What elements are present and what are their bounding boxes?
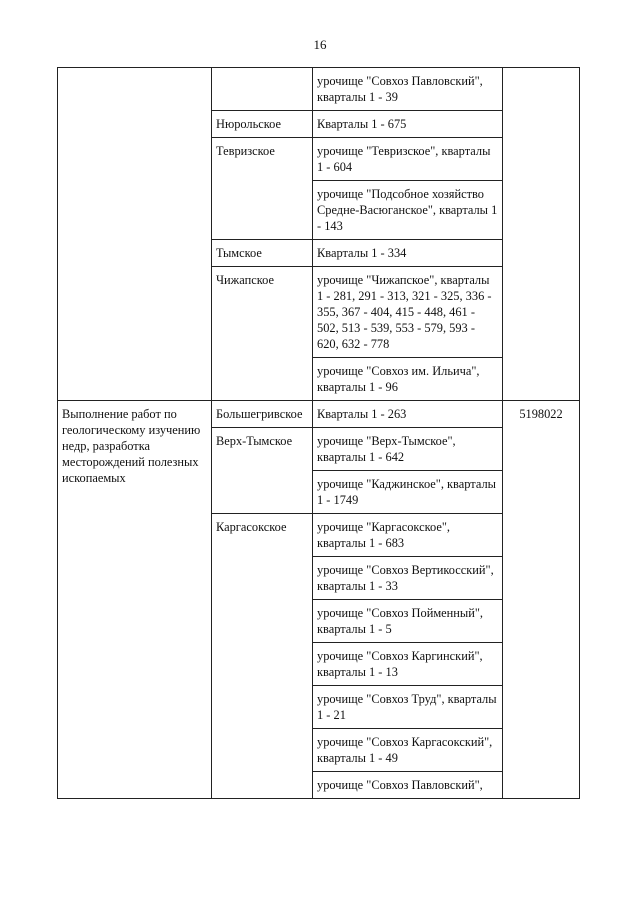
table-row	[58, 401, 580, 428]
tract-cell: урочище "Каджинское", кварталы 1 - 1749	[313, 471, 503, 514]
tract-cell: урочище "Совхоз Павловский",	[313, 772, 503, 799]
tract-cell: урочище "Совхоз Вертикосский", кварталы 1 - 33	[313, 557, 503, 600]
table-row	[58, 68, 580, 111]
tract-cell: урочище "Верх-Тымское", кварталы 1 - 642	[313, 428, 503, 471]
tract-cell: урочище "Чижапское", кварталы 1 - 281, 291 - 313, 321 - 325, 336 - 355, 367 - 404, 415 - 448, 461 - 502, 513 - 539, 553 - 579, 593 - 620, 632 - 778	[313, 267, 503, 358]
tract-cell: урочище "Тевризское", кварталы 1 - 604	[313, 138, 503, 181]
tract-cell: урочище "Совхоз Труд", кварталы 1 - 21	[313, 686, 503, 729]
tract-cell: урочище "Совхоз Павловский", кварталы 1 - 39	[313, 68, 503, 111]
tract-cell: Кварталы 1 - 263	[313, 401, 503, 428]
district-cell: Чижапское	[212, 267, 313, 401]
district-cell: Нюрольское	[212, 111, 313, 138]
area-cell-empty	[503, 68, 580, 401]
area-cell: 5198022	[503, 401, 580, 799]
district-cell: Верх-Тымское	[212, 428, 313, 514]
district-cell	[212, 68, 313, 111]
tract-cell: урочище "Совхоз Пойменный", кварталы 1 - 5	[313, 600, 503, 643]
tract-cell: урочище "Каргасокское", кварталы 1 - 683	[313, 514, 503, 557]
district-cell: Каргасокское	[212, 514, 313, 799]
tract-cell: урочище "Совхоз им. Ильича", кварталы 1 - 96	[313, 358, 503, 401]
district-cell: Тымское	[212, 240, 313, 267]
activity-cell: Выполнение работ по геологическому изучению недр, разработка месторождений полезных ископаемых	[58, 401, 212, 799]
tract-cell: урочище "Совхоз Каргинский", кварталы 1 - 13	[313, 643, 503, 686]
tract-cell: урочище "Совхоз Каргасокский", кварталы 1 - 49	[313, 729, 503, 772]
activity-cell-empty	[58, 68, 212, 401]
tract-cell: урочище "Подсобное хозяйство Средне-Васюганское", кварталы 1 - 143	[313, 181, 503, 240]
tract-cell: Кварталы 1 - 675	[313, 111, 503, 138]
district-cell: Тевризское	[212, 138, 313, 240]
district-cell: Большегривское	[212, 401, 313, 428]
tract-cell: Кварталы 1 - 334	[313, 240, 503, 267]
page-number: 16	[313, 37, 327, 52]
land-table	[57, 67, 580, 799]
